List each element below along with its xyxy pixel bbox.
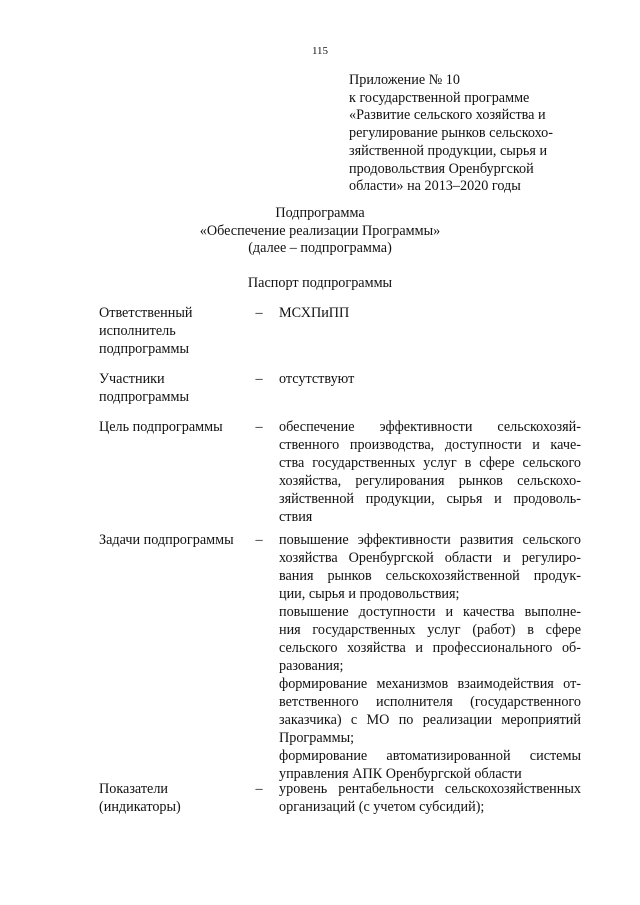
row-dash: – bbox=[255, 419, 263, 435]
row-value-line: ствия bbox=[279, 509, 313, 525]
row-value-line: вания рынков сельскохозяйственной продук- bbox=[279, 568, 581, 584]
page-number: 115 bbox=[311, 45, 329, 57]
row-value-line: повышение доступности и качества выполне- bbox=[279, 604, 581, 620]
row-value-line: ции, сырья и продовольствия; bbox=[279, 586, 460, 602]
row-dash: – bbox=[255, 781, 263, 797]
row-value bbox=[279, 780, 581, 816]
row-value bbox=[279, 370, 581, 388]
row-label: Задачи подпрограммы bbox=[99, 532, 234, 548]
row-value bbox=[279, 418, 581, 526]
row-dash: – bbox=[255, 532, 263, 548]
row-value-line: уровень рентабельности сельскохозяйственных bbox=[279, 781, 581, 797]
row-value-line: обеспечение эффективности сельскохозяй- bbox=[279, 419, 581, 435]
row-value-line: формирование механизмов взаимодействия от- bbox=[279, 676, 581, 692]
row-value-line: сельского хозяйства и профессионального об- bbox=[279, 640, 581, 656]
row-value-line: управления АПК Оренбургской области bbox=[279, 766, 522, 782]
row-label: Ответственный исполнитель подпрограммы bbox=[99, 305, 193, 357]
row-value bbox=[279, 304, 581, 322]
row-label: Цель подпрограммы bbox=[99, 419, 223, 435]
row-value-line: Программы; bbox=[279, 730, 355, 746]
row-value-line: организаций (с учетом субсидий); bbox=[279, 799, 485, 815]
subprogram-title-line2: «Обеспечение реализации Программы» bbox=[199, 222, 441, 239]
row-dash: – bbox=[255, 305, 263, 321]
row-value-line: формирование автоматизированной системы bbox=[279, 748, 581, 764]
row-dash: – bbox=[255, 371, 263, 387]
row-value-line: разования; bbox=[279, 658, 344, 674]
row-value-line: зяйственной продукции, сырья и продоволь- bbox=[279, 491, 581, 507]
row-value-line: ственного производства, доступности и каче- bbox=[279, 437, 581, 453]
row-value-line: ветственного исполнителя (государственного bbox=[279, 694, 581, 710]
row-value-line: заказчика) с МО по реализации мероприятий bbox=[279, 712, 581, 728]
row-value-line: отсутствуют bbox=[279, 371, 355, 387]
row-value-line: повышение эффективности развития сельского bbox=[279, 532, 581, 548]
row-value-line: ства государственных услуг в сфере сельского bbox=[279, 455, 581, 471]
subprogram-title-line3: (далее – подпрограмма) bbox=[248, 240, 392, 256]
passport-title: Паспорт подпрограммы bbox=[247, 275, 393, 291]
subprogram-title bbox=[0, 205, 640, 258]
row-value bbox=[279, 531, 581, 783]
row-value-line: ния государственных услуг (работ) в сфере bbox=[279, 622, 581, 638]
row-value-line: хозяйства, регулирования рынков сельскохо- bbox=[279, 473, 581, 489]
row-label: Показатели (индикаторы) bbox=[99, 781, 181, 815]
row-value-line: хозяйства Оренбургской области и регулиро- bbox=[279, 550, 581, 566]
row-value-line: МСХПиПП bbox=[279, 305, 350, 321]
appendix-header: Приложение № 10 к государственной программе «Развитие сельского хозяйства и регулирование рынков сельскохо- зяйственной продукции, сырья и продовольствия Оренбургской области» на 2013–2020 годы bbox=[349, 72, 554, 195]
row-label: Участники подпрограммы bbox=[99, 371, 189, 405]
subprogram-title-line1: Подпрограмма bbox=[275, 205, 365, 221]
